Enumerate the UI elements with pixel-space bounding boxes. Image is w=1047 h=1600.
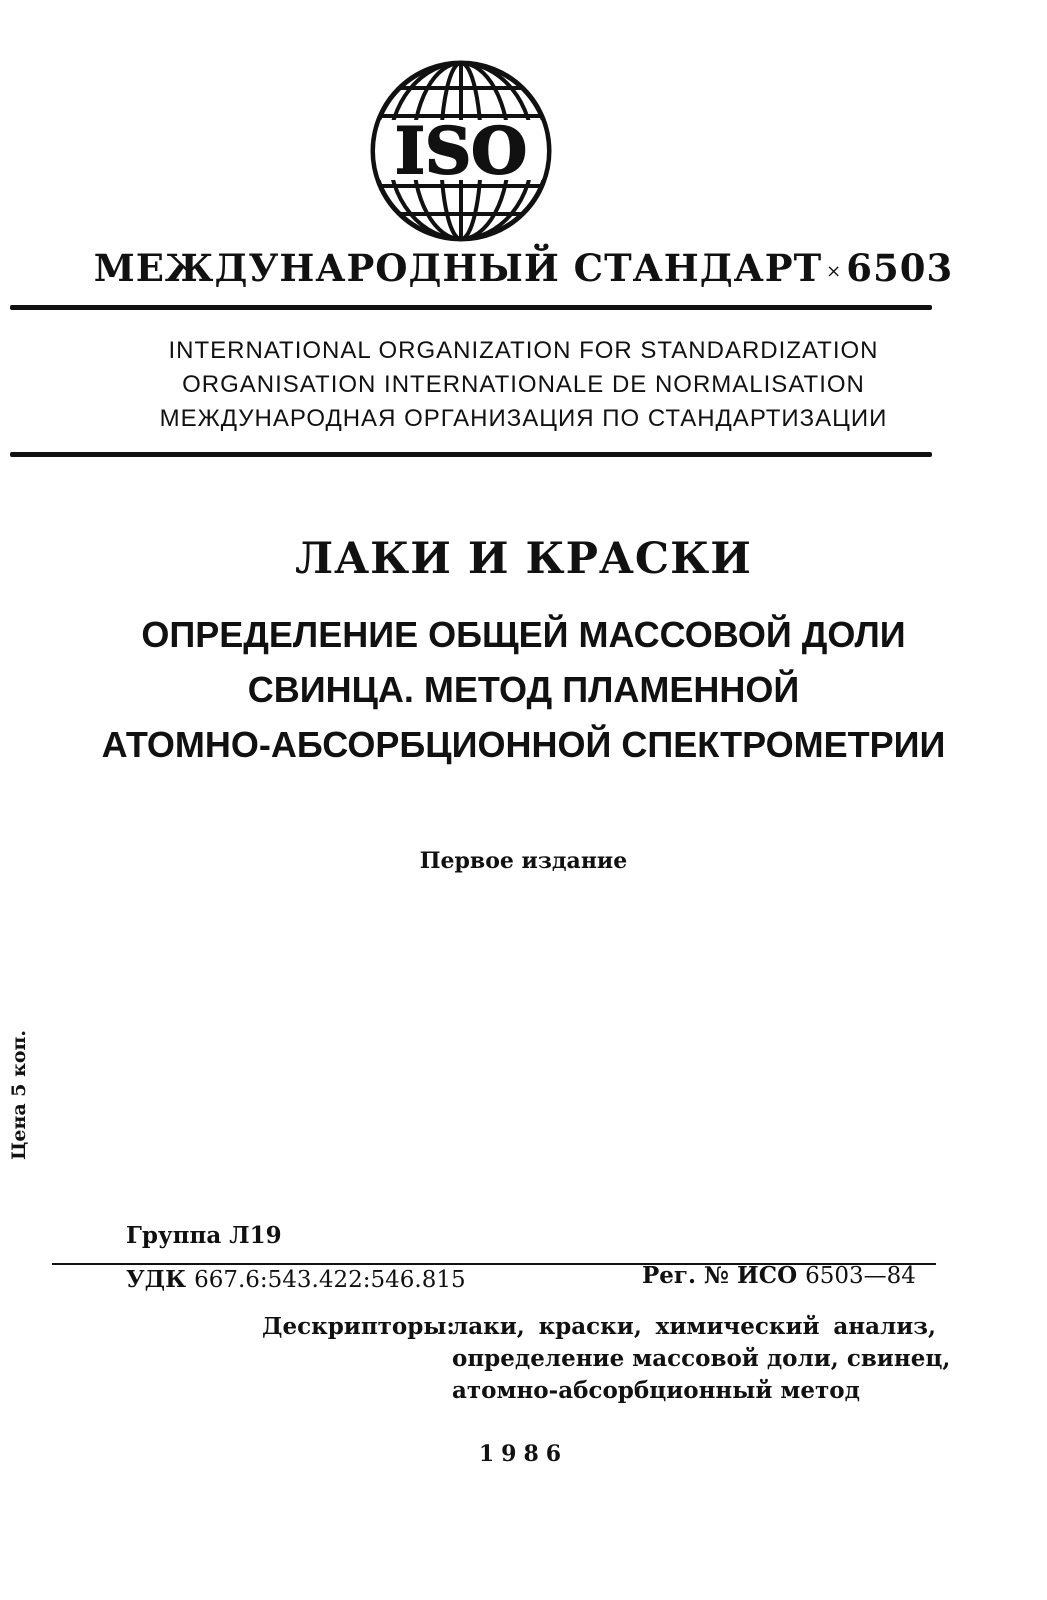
organization-line-ru: МЕЖДУНАРОДНАЯ ОРГАНИЗАЦИЯ ПО СТАНДАРТИЗАЦИИ <box>159 405 888 432</box>
group-label: Группа Л19 <box>126 1222 282 1249</box>
svg-text:ISO: ISO <box>395 114 527 189</box>
standard-label: МЕЖДУНАРОДНЫЙ СТАНДАРТ <box>93 246 823 290</box>
registration-value: 6503—84 <box>805 1263 916 1289</box>
header-rule-bottom <box>10 452 932 457</box>
title-separator: × <box>826 261 843 282</box>
standard-number: 6503 <box>846 246 954 290</box>
iso-globe-icon <box>368 58 554 244</box>
price-label: Цена 5 коп. <box>8 1029 30 1160</box>
edition-label: Первое издание <box>419 848 628 874</box>
document-title: ЛАКИ И КРАСКИ <box>295 534 752 584</box>
header-rule-top <box>10 305 932 310</box>
document-subtitle-line-1: ОПРЕДЕЛЕНИЕ ОБЩЕЙ МАССОВОЙ ДОЛИ <box>141 614 906 655</box>
descriptors-line-2: определение массовой доли, свинец, <box>452 1345 951 1372</box>
descriptors-label: Дескрипторы: <box>262 1313 455 1340</box>
standard-title <box>0 246 1047 290</box>
document-subtitle-line-3: АТОМНО-АБСОРБЦИОННОЙ СПЕКТРОМЕТРИИ <box>101 724 946 765</box>
organization-line-fr: ORGANISATION INTERNATIONALE DE NORMALISATION <box>182 371 865 398</box>
document-subtitle-line-2: СВИНЦА. МЕТОД ПЛАМЕННОЙ <box>247 669 800 710</box>
organization-line-en: INTERNATIONAL ORGANIZATION FOR STANDARDIZATION <box>168 337 879 364</box>
publication-year: 1986 <box>478 1441 569 1467</box>
udk-line <box>126 1266 466 1293</box>
descriptors-line-3: атомно-абсорбционный метод <box>452 1377 860 1404</box>
registration-label: Рег. № ИСО <box>642 1262 798 1289</box>
iso-logo <box>368 58 554 244</box>
udk-value: 667.6:543.422:546.815 <box>194 1267 466 1293</box>
registration-line <box>642 1262 916 1289</box>
descriptors-line-1: лаки, краски, химический анализ, <box>452 1313 936 1340</box>
udk-label: УДК <box>126 1266 187 1293</box>
